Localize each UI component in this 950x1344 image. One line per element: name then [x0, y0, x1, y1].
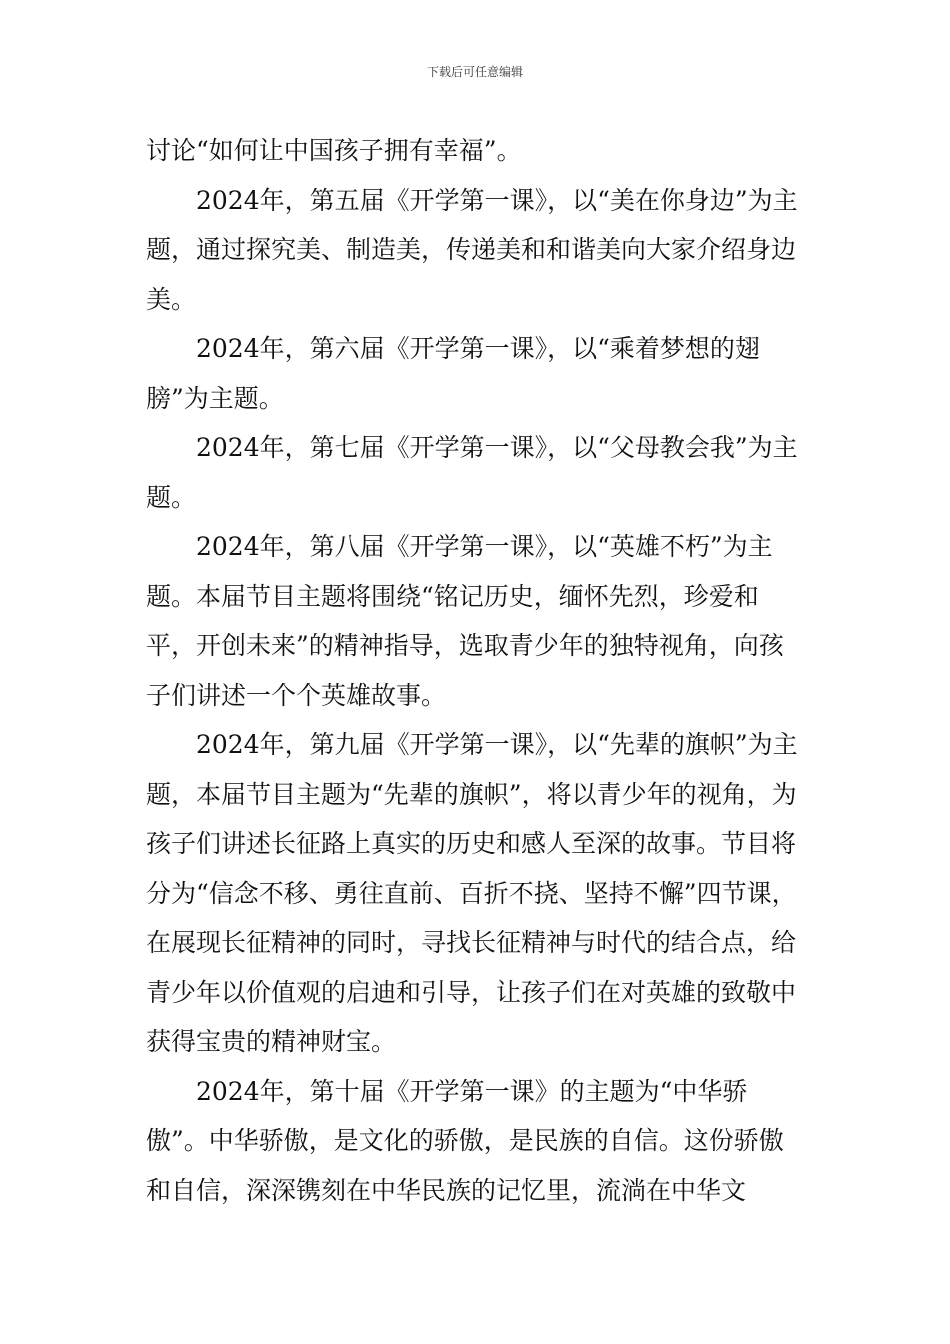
paragraph-4: 2024年，第七届《开学第一课》，以“父母教会我”为主题。	[146, 433, 798, 512]
paragraph-3: 2024年，第六届《开学第一课》，以“乘着梦想的翅膀”为主题。	[146, 334, 760, 413]
paragraph-5: 2024年，第八届《开学第一课》，以“英雄不朽”为主题。本届节目主题将围绕“铭记历史，缅怀先烈，珍爱和平，开创未来”的精神指导，选取青少年的独特视角，向孩子们讲述一个个英雄故事。	[146, 532, 784, 710]
paragraph-2: 2024年，第五届《开学第一课》，以“美在你身边”为主题，通过探究美、制造美，传递美和和谐美向大家介绍身边美。	[146, 185, 798, 314]
page-header: 下载后可任意编辑	[426, 65, 523, 79]
paragraph-1: 讨论“如何让中国孩子拥有幸福”。	[146, 136, 522, 165]
document-body	[146, 126, 808, 1215]
paragraph-7: 2024年，第十届《开学第一课》的主题为“中华骄傲”。中华骄傲，是文化的骄傲，是民族的自信。这份骄傲和自信，深深镌刻在中华民族的记忆里，流淌在中华文	[146, 1076, 784, 1205]
paragraph-6: 2024年，第九届《开学第一课》，以“先辈的旗帜”为主题，本届节目主题为“先辈的旗帜”，将以青少年的视角，为孩子们讲述长征路上真实的历史和感人至深的故事。节目将分为“信念不移、勇往直前、百折不挠、坚持不懈”四节课，在展现长征精神的同时，寻找长征精神与时代的结合点，给青少年以价值观的启迪和引导，让孩子们在对英雄的致敬中获得宝贵的精神财宝。	[146, 730, 798, 1056]
